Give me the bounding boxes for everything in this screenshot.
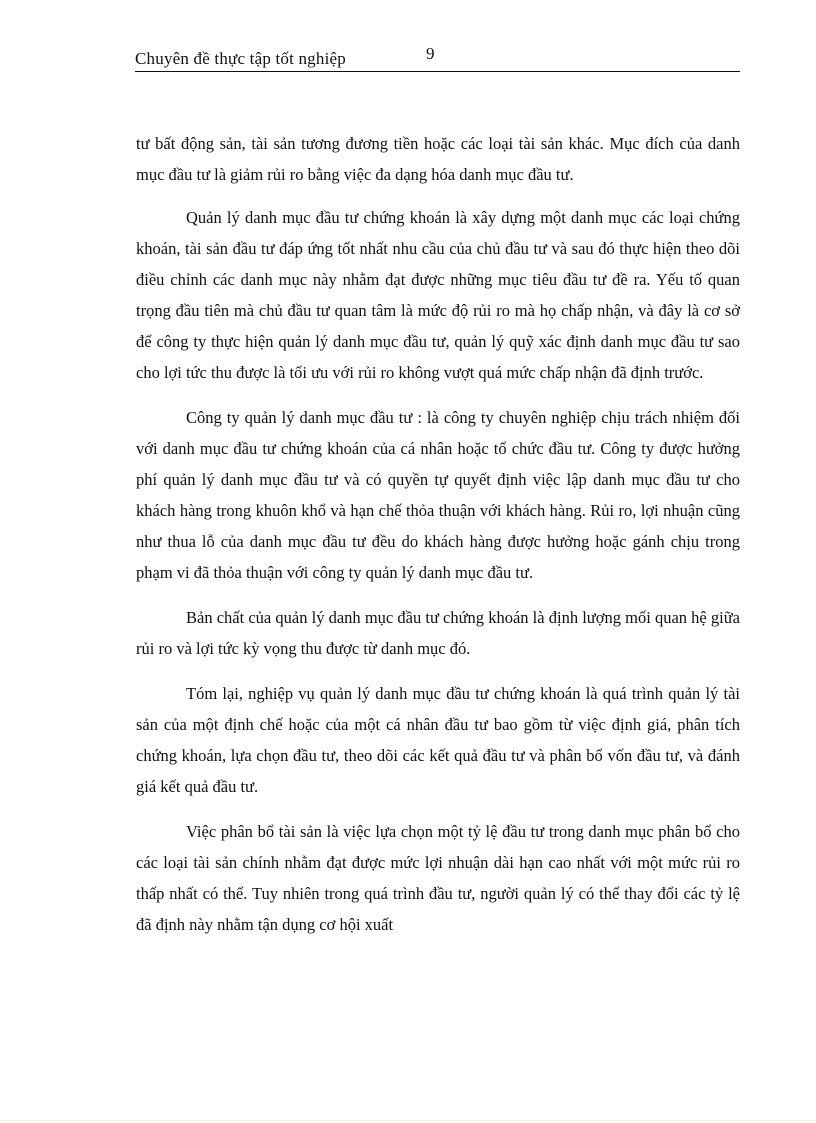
header-divider — [135, 71, 740, 72]
paragraph-essence: Bản chất của quản lý danh mục đầu tư chứng khoán là định lượng mối quan hệ giữa rủi ro và lợi tức kỳ vọng thu được từ danh mục đó. — [136, 608, 740, 658]
page-bottom-edge — [0, 1120, 816, 1121]
document-body — [136, 128, 740, 954]
paragraph-continuation: tư bất động sản, tài sản tương đương tiền hoặc các loại tài sản khác. Mục đích của danh mục đầu tư là giảm rủi ro bằng việc đa dạng hóa danh mục đầu tư. — [136, 134, 740, 184]
paragraph-summary: Tóm lại, nghiệp vụ quản lý danh mục đầu tư chứng khoán là quá trình quản lý tài sản của một định chế hoặc của một cá nhân đầu tư bao gồm từ việc định giá, phân tích chứng khoán, lựa chọn đầu tư, theo dõi các kết quả đầu tư và phân bổ vốn đầu tư, và đánh giá kết quả đầu tư. — [136, 684, 740, 796]
paragraph-asset-allocation: Việc phân bổ tài sản là việc lựa chọn một tỷ lệ đầu tư trong danh mục phân bổ cho các loại tài sản chính nhằm đạt được mức lợi nhuận dài hạn cao nhất với một mức rủi ro thấp nhất có thể. Tuy nhiên trong quá trình đầu tư, người quản lý có thể thay đổi các tỷ lệ đã định này nhằm tận dụng cơ hội xuất — [136, 822, 740, 934]
header-title: Chuyên đề thực tập tốt nghiệp — [135, 49, 346, 68]
page-number: 9 — [426, 44, 435, 63]
paragraph-management-company: Công ty quản lý danh mục đầu tư : là công ty chuyên nghiệp chịu trách nhiệm đối với danh mục đầu tư chứng khoán của cá nhân hoặc tổ chức đầu tư. Công ty được hưởng phí quản lý danh mục đầu tư và có quyền tự quyết định việc lập danh mục đầu tư cho khách hàng trong khuôn khổ và hạn chế thỏa thuận với khách hàng. Rủi ro, lợi nhuận cũng như thua lỗ của danh mục đầu tư đều do khách hàng được hưởng hoặc gánh chịu trong phạm vi đã thỏa thuận với công ty quản lý danh mục đầu tư. — [136, 408, 740, 582]
paragraph-portfolio-management: Quản lý danh mục đầu tư chứng khoán là xây dựng một danh mục các loại chứng khoán, tài sản đầu tư đáp ứng tốt nhất nhu cầu của chủ đầu tư và sau đó thực hiện theo dõi điều chỉnh các danh mục này nhằm đạt được những mục tiêu đầu tư đề ra. Yếu tố quan trọng đầu tiên mà chủ đầu tư quan tâm là mức độ rủi ro mà họ chấp nhận, và đây là cơ sở để công ty thực hiện quản lý danh mục đầu tư, quản lý quỹ xác định danh mục đầu tư sao cho lợi tức thu được là tối ưu với rủi ro không vượt quá mức chấp nhận đã định trước. — [136, 208, 740, 382]
